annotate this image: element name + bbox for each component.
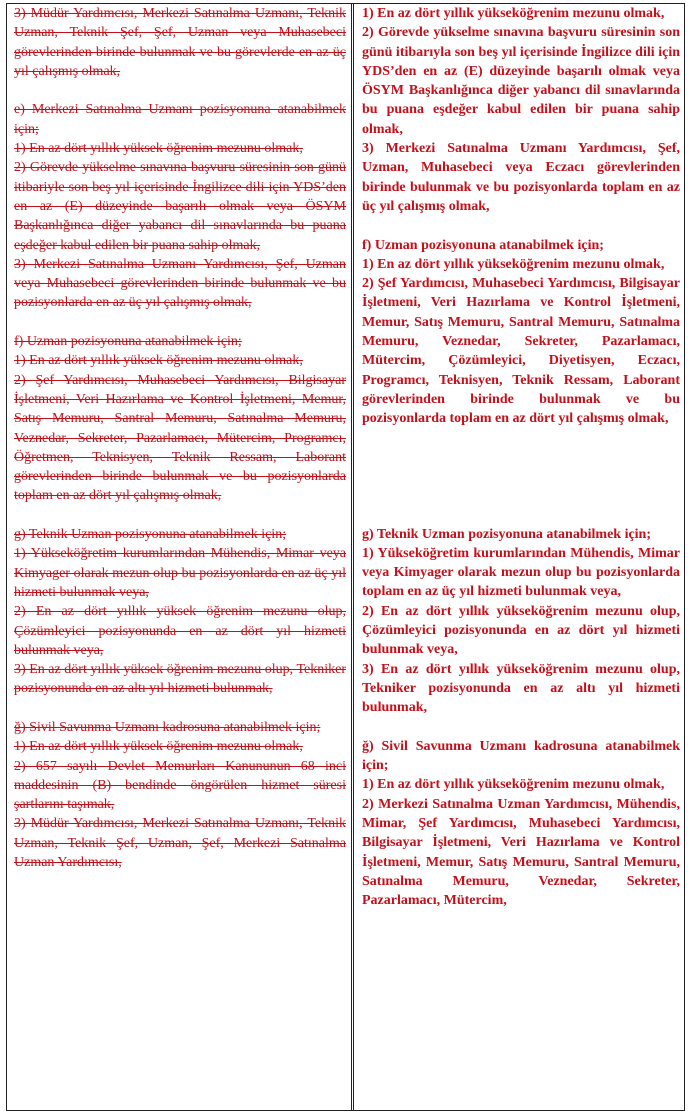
new-paragraph: 2) Merkezi Satınalma Uzman Yardımcısı, Mühendis, Mimar, Şef Yardımcısı, Muhasebeci Yardımcısı, Bilgisayar İşletmeni, Veri Hazırlama ve Kontrol İşletmeni, Memur, Satış Memuru, Santral Memuru, Satınalma Memuru, Veznedar, Sekreter, Pazarlamacı, Mütercim, (362, 796, 680, 909)
old-paragraph: 1) En az dört yıllık yüksek öğrenim mezunu olmak, (14, 141, 303, 157)
new-paragraph: g) Teknik Uzman pozisyonuna atanabilmek için; (362, 526, 652, 542)
new-paragraph: 1) En az dört yıllık yükseköğrenim mezunu olmak, (362, 256, 665, 272)
old-paragraph: 1) En az dört yıllık yüksek öğrenim mezunu olmak, (14, 353, 303, 369)
old-paragraph: 3) En az dört yıllık yüksek öğrenim mezunu olup, Tekniker pozisyonunda en az altı yıl hizmeti bulunmak, (14, 662, 346, 697)
comparison-table (6, 3, 685, 1111)
old-paragraph: 3) Müdür Yardımcısı, Merkezi Satınalma Uzmanı, Teknik Uzman, Teknik Şef, Uzman, Şef, Merkezi Satınalma Uzman Yardımcısı, (14, 816, 346, 871)
old-paragraph: 2) Görevde yükselme sınavına başvuru süresinin son günü itibariyle son beş yıl içerisinde İngilizce dili için YDS’den en az (E) düzeyinde başarılı olmak veya ÖSYM Başkanlığınca diğer yabancı dil sınavlarında bu puana eşdeğer kabul edilen bir puana sahip olmak, (14, 160, 346, 253)
column-divider (351, 4, 354, 1110)
old-paragraph: ğ) Sivil Savunma Uzmanı kadrosuna atanabilmek için; (14, 719, 321, 735)
new-text-column (362, 4, 680, 1110)
old-text-column (14, 4, 346, 1110)
new-paragraph: 3) En az dört yıllık yükseköğrenim mezunu olup, Tekniker pozisyonunda en az altı yıl hizmeti bulunmak, (362, 661, 680, 716)
old-paragraph: 3) Müdür Yardımcısı, Merkezi Satınalma Uzmanı, Teknik Uzman, Teknik Şef, Şef, Uzman veya Muhasebeci görevlerinden birinde bulunmak ve bu görevlerde en az üç yıl çalışmış olmak, (14, 6, 346, 79)
old-paragraph: 2) 657 sayılı Devlet Memurları Kanununun 68 inci maddesinin (B) bendinde öngörülen hizmet süresi şartlarını taşımak, (14, 758, 346, 813)
old-paragraph: e) Merkezi Satınalma Uzmanı pozisyonuna atanabilmek için; (14, 102, 346, 137)
new-paragraph: 3) Merkezi Satınalma Uzmanı Yardımcısı, Şef, Uzman, Muhasebeci veya Eczacı görevlerinden birinde bulunmak ve bu pozisyonlarda toplam en az üç yıl çalışmış olmak, (362, 141, 680, 214)
new-paragraph: 2) Şef Yardımcısı, Muhasebeci Yardımcısı, Bilgisayar İşletmeni, Veri Hazırlama ve Kontrol İşletmeni, Memur, Satış Memuru, Santral Memuru, Satınalma Memuru, Veznedar, Sekreter, Pazarlamacı, Mütercim, Çözümleyici, Diyetisyen, Eczacı, Programcı, Teknisyen, Teknik Ressam, Laborant görevlerinden birinde bulunmak ve bu pozisyonlarda toplam en az dört yıl çalışmış olmak, (362, 276, 680, 427)
new-paragraph: 1) Yükseköğretim kurumlarından Mühendis, Mimar veya Kimyager olarak mezun olup bu pozisyonlarda toplam en az üç yıl hizmeti bulunmak veya, (362, 545, 680, 600)
old-paragraph: 3) Merkezi Satınalma Uzmanı Yardımcısı, Şef, Uzman veya Muhasebeci görevlerinden birinde bulunmak ve bu pozisyonlarda en az üç yıl çalışmış olmak, (14, 256, 346, 311)
new-paragraph: f) Uzman pozisyonuna atanabilmek için; (362, 237, 604, 253)
old-paragraph: f) Uzman pozisyonuna atanabilmek için; (14, 334, 242, 350)
new-paragraph: 2) Görevde yükselme sınavına başvuru süresinin son günü itibarıyla son beş yıl içerisinde İngilizce dili için YDS’den en az (E) düzeyinde başarılı olmak veya ÖSYM Başkanlığınca diğer yabancı dil sınavlarında bu puana eşdeğer kabul edilen bir puana sahip olmak, (362, 25, 680, 137)
old-paragraph: 2) En az dört yıllık yüksek öğrenim mezunu olup, Çözümleyici pozisyonunda en az dört yıl hizmeti bulunmak veya, (14, 604, 346, 658)
new-paragraph: 1) En az dört yıllık yükseköğrenim mezunu olmak, (362, 6, 665, 21)
old-paragraph: 1) Yükseköğretim kurumlarından Mühendis, Mimar veya Kimyager olarak mezun olup bu pozisyonlarda en az üç yıl hizmeti bulunmak veya, (14, 546, 346, 600)
old-paragraph: g) Teknik Uzman pozisyonuna atanabilmek için; (14, 527, 287, 543)
new-paragraph: 1) En az dört yıllık yükseköğrenim mezunu olmak, (362, 777, 665, 793)
old-paragraph: 1) En az dört yıllık yüksek öğrenim mezunu olmak, (14, 739, 303, 755)
new-paragraph: 2) En az dört yıllık yükseköğrenim mezunu olup, Çözümleyici pozisyonunda en az dört yıl hizmeti bulunmak veya, (362, 603, 680, 658)
new-paragraph: ğ) Sivil Savunma Uzmanı kadrosuna atanabilmek için; (362, 738, 680, 774)
old-paragraph: 2) Şef Yardımcısı, Muhasebeci Yardımcısı, Bilgisayar İşletmeni, Veri Hazırlama ve Kontrol İşletmeni, Memur, Satış Memuru, Santral Memuru, Satınalma Memuru, Veznedar, Sekreter, Pazarlamacı, Mütercim, Programcı, Öğretmen, Teknisyen, Teknik Ressam, Laborant görevlerinden birinde bulunmak ve bu pozisyonlarda toplam en az dört yıl çalışmış olmak, (14, 372, 346, 504)
